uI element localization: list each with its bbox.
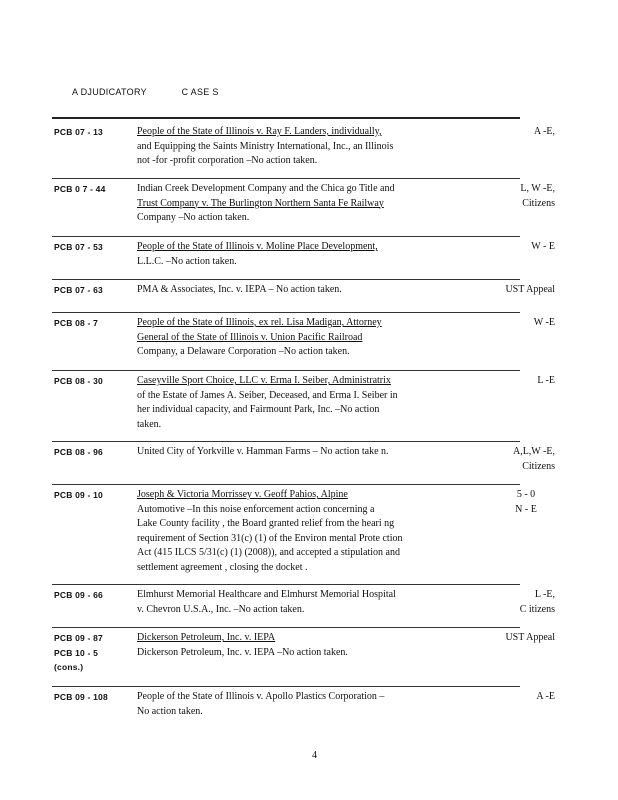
case-number xyxy=(54,240,103,255)
case-description xyxy=(137,445,452,460)
case-disposition xyxy=(475,283,555,298)
case-description-line: and Equipping the Saints Ministry International, Inc., an Illinois xyxy=(137,140,394,152)
case-disposition-line: N - E xyxy=(515,503,537,515)
case-disposition-line: W -E xyxy=(533,317,555,328)
case-disposition-line: UST Appeal xyxy=(505,632,555,643)
case-description xyxy=(137,283,452,298)
case-number-line: PCB 09 - 10 xyxy=(54,490,103,500)
case-description xyxy=(137,690,452,719)
case-description-line: Lake County facility , the Board granted relief from the heari ng xyxy=(137,518,395,529)
case-description-line: PMA & Associates, Inc. v. IEPA – No action taken. xyxy=(137,284,342,295)
case-disposition-line: L -E, xyxy=(534,589,555,600)
case-divider xyxy=(52,441,520,442)
case-description-line: People of the State of Illinois, ex rel. Lisa Madigan, Attorney xyxy=(137,317,382,328)
case-description-line: Act (415 ILCS 5/31(c) (1) (2008)), and accepted a stipulation and xyxy=(137,547,400,558)
case-disposition xyxy=(475,445,555,474)
case-number-line: (cons.) xyxy=(54,662,84,672)
case-disposition-line: L, W -E, xyxy=(520,183,555,194)
case-divider xyxy=(52,686,520,687)
case-number-line: PCB 08 - 96 xyxy=(54,447,103,457)
case-description-line: settlement agreement , closing the docket . xyxy=(137,561,308,573)
case-description-line: L.L.C. –No action taken. xyxy=(137,255,237,267)
case-number xyxy=(54,690,108,705)
case-divider xyxy=(52,279,520,280)
case-description-line: taken. xyxy=(137,418,162,430)
case-description-line: Caseyville Sport Choice, LLC v. Erma I. Seiber, Administratrix xyxy=(137,375,391,386)
case-description-line: Company, a Delaware Corporation –No action taken. xyxy=(137,346,350,357)
case-description-line: Company –No action taken. xyxy=(137,212,250,223)
page-number: 4 xyxy=(312,750,317,761)
section-heading xyxy=(72,87,219,97)
case-number xyxy=(54,283,103,298)
case-disposition xyxy=(475,125,555,140)
case-disposition xyxy=(475,316,555,331)
heading-part-2: C ASE S xyxy=(181,87,219,97)
case-disposition-line: W - E xyxy=(531,241,555,252)
case-description-line: General of the State of Illinois v. Union Pacific Railroad xyxy=(137,331,363,343)
case-description-line: No action taken. xyxy=(137,705,203,717)
case-description-line: People of the State of Illinois v. Moline Place Development, xyxy=(137,241,378,252)
case-description xyxy=(137,374,452,432)
case-disposition-line: Citizens xyxy=(522,460,555,472)
case-description xyxy=(137,182,452,226)
case-disposition-line: L -E xyxy=(537,375,555,386)
case-disposition xyxy=(475,588,555,617)
case-number xyxy=(54,316,98,331)
case-number-line: PCB 09 - 66 xyxy=(54,590,103,600)
case-description xyxy=(137,588,452,617)
case-disposition-line: C itizens xyxy=(519,603,555,615)
case-description-line: Indian Creek Development Company and the Chica go Title and xyxy=(137,183,395,194)
case-number-line: PCB 08 - 7 xyxy=(54,318,99,328)
case-description xyxy=(137,316,452,360)
case-description xyxy=(137,240,452,269)
case-disposition-line: A -E, xyxy=(533,126,555,137)
case-divider xyxy=(52,484,520,485)
case-description-line: Automotive –In this noise enforcement action concerning a xyxy=(137,503,375,515)
case-number-line: PCB 07 - 13 xyxy=(54,127,103,137)
case-description-line: Trust Company v. The Burlington Northern Santa Fe Railway xyxy=(137,197,384,209)
case-number-line: PCB 08 - 30 xyxy=(54,376,103,386)
case-description-line: requirement of Section 31(c) (1) of the Environ mental Prote ction xyxy=(137,532,403,544)
case-divider xyxy=(52,236,520,237)
case-description-line: of the Estate of James A. Seiber, Deceased, and Erma I. Seiber in xyxy=(137,389,398,401)
case-description xyxy=(137,631,452,660)
heading-rule xyxy=(52,117,520,119)
case-disposition-line: 5 - 0 xyxy=(516,489,536,500)
case-description-line: her individual capacity, and Fairmount Park, Inc. –No action xyxy=(137,404,380,415)
case-description-line: Dickerson Petroleum, Inc. v. IEPA xyxy=(137,632,276,643)
case-disposition xyxy=(475,631,555,646)
case-number-line: PCB 09 - 108 xyxy=(54,692,108,702)
case-divider xyxy=(52,370,520,371)
case-number-line: PCB 0 7 - 44 xyxy=(54,184,106,194)
case-disposition xyxy=(475,240,555,255)
case-number xyxy=(54,445,103,460)
case-description xyxy=(137,488,452,575)
case-number-line: PCB 07 - 63 xyxy=(54,285,103,295)
case-number-line: PCB 09 - 87 xyxy=(54,633,103,643)
case-description-line: Joseph & Victoria Morrissey v. Geoff Pahios, Alpine xyxy=(137,489,348,500)
case-number xyxy=(54,125,103,140)
case-disposition xyxy=(475,374,555,389)
case-divider xyxy=(52,584,520,585)
case-divider xyxy=(52,312,520,313)
case-disposition-line: A,L,W -E, xyxy=(512,446,555,457)
heading-part-1: A DJUDICATORY xyxy=(72,87,147,97)
case-number-line: PCB 07 - 53 xyxy=(54,242,103,252)
case-description-line: United City of Yorkville v. Hamman Farms – No action take n. xyxy=(137,446,389,457)
case-number xyxy=(54,588,103,603)
case-disposition xyxy=(475,182,555,211)
case-disposition xyxy=(475,690,555,705)
case-number xyxy=(54,374,103,389)
case-disposition-line: Citizens xyxy=(522,197,555,209)
case-description-line: People of the State of Illinois v. Ray F. Landers, individually, xyxy=(137,126,382,137)
case-number xyxy=(54,182,106,197)
case-divider xyxy=(52,178,520,179)
case-divider xyxy=(52,627,520,628)
case-description xyxy=(137,125,452,169)
case-description-line: v. Chevron U.S.A., Inc. –No action taken. xyxy=(137,603,305,615)
case-disposition-line: UST Appeal xyxy=(505,284,555,295)
case-description-line: Dickerson Petroleum, Inc. v. IEPA –No action taken. xyxy=(137,646,348,658)
case-description-line: Elmhurst Memorial Healthcare and Elmhurst Memorial Hospital xyxy=(137,589,396,600)
case-number-line: PCB 10 - 5 xyxy=(54,647,99,658)
case-disposition xyxy=(496,488,556,517)
case-number xyxy=(54,631,103,675)
case-number xyxy=(54,488,103,503)
case-description-line: People of the State of Illinois v. Apollo Plastics Corporation – xyxy=(137,691,385,702)
case-disposition-line: A -E xyxy=(536,691,555,702)
case-description-line: not -for -profit corporation –No action taken. xyxy=(137,155,318,166)
